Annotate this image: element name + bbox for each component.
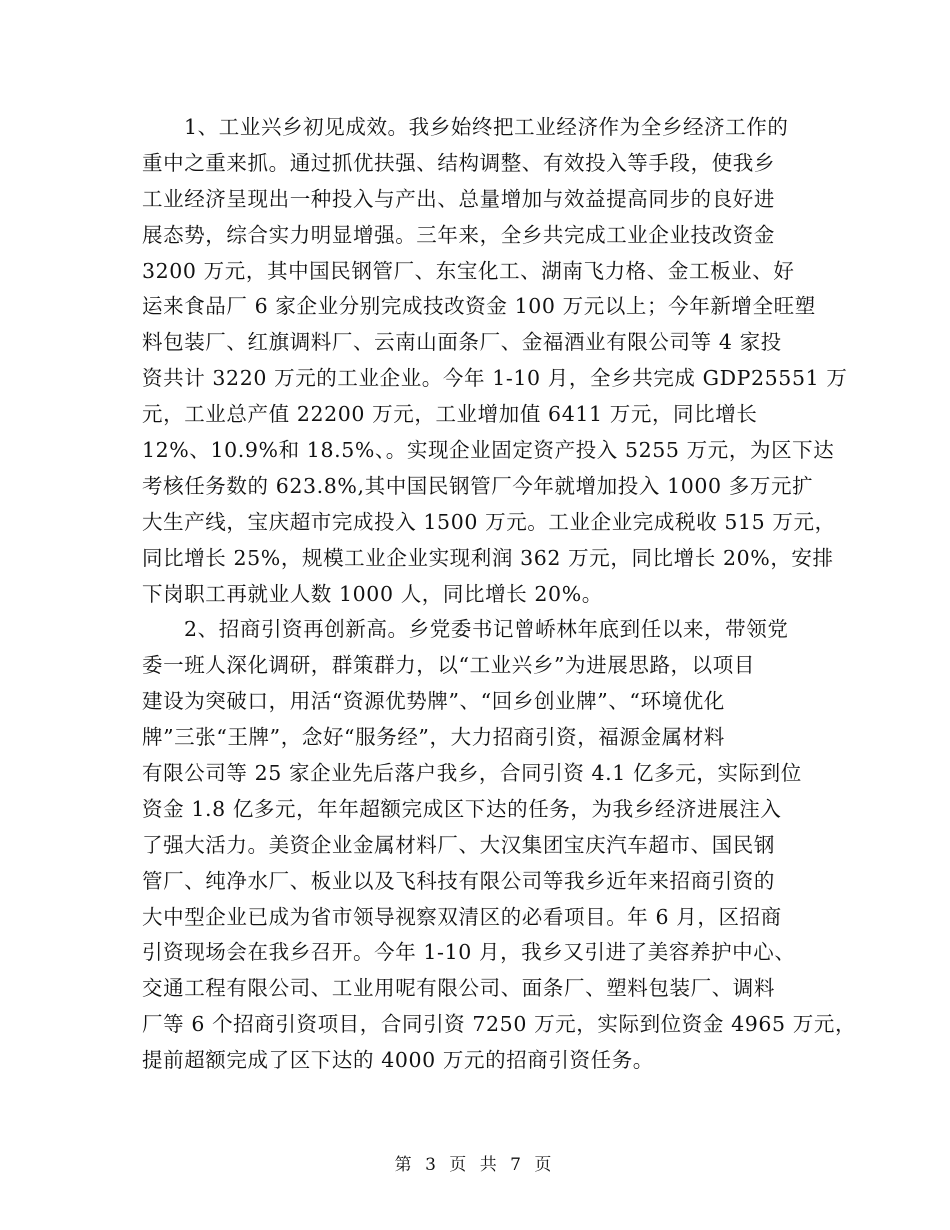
paragraph-industry [142,110,848,612]
text-line: 展态势，综合实力明显增强。三年来，全乡共完成工业企业技改资金 [142,222,775,247]
text-line: 12%、10.9%和 18.5%、。实现企业固定资产投入 5255 万元，为区下达 [142,438,835,463]
text-line: 资共计 3220 万元的工业企业。今年 1-10 月，全乡共完成 GDP25551 万 [142,366,848,391]
text-line: 元，工业总产值 22200 万元，工业增加值 6411 万元，同比增长 [142,402,758,427]
text-line: 3200 万元，其中国民钢管厂、东宝化工、湖南飞力格、金工板业、好 [142,258,795,283]
text-line: 重中之重来抓。通过抓优扶强、结构调整、有效投入等手段，使我乡 [142,150,775,175]
text-line: 管厂、纯净水厂、板业以及飞科技有限公司等我乡近年来招商引资的 [142,868,775,893]
text-line: 工业经济呈现出一种投入与产出、总量增加与效益提高同步的良好进 [142,186,775,211]
text-line: 考核任务数的 623.8%,其中国民钢管厂今年就增加投入 1000 多万元扩 [142,473,814,498]
text-line: 建设为突破口，用活“资源优势牌”、“回乡创业牌”、“环境优化 [142,689,725,714]
text-line: 料包装厂、红旗调料厂、云南山面条厂、金福酒业有限公司等 4 家投 [142,330,782,355]
text-line: 大中型企业已成为省市领导视察双清区的必看项目。年 6 月，区招商 [142,904,782,929]
text-line: 2、招商引资再创新高。乡党委书记曾峤林年底到任以来，带领党 [184,617,789,642]
text-line: 1、工业兴乡初见成效。我乡始终把工业经济作为全乡经济工作的 [184,115,789,139]
text-line: 大生产线，宝庆超市完成投入 1500 万元。工业企业完成税收 515 万元， [142,509,836,534]
text-line: 有限公司等 25 家企业先后落户我乡，合同引资 4.1 亿多元，实际到位 [142,761,802,786]
text-line: 牌”三张“王牌”，念好“服务经”，大力招商引资，福源金属材料 [142,725,725,750]
page-number-footer: 第 3 页 共 7 页 [394,1155,556,1175]
text-line: 资金 1.8 亿多元，年年超额完成区下达的任务，为我乡经济进展注入 [142,796,782,821]
document-body [142,110,857,1079]
text-line: 提前超额完成了区下达的 4000 万元的招商引资任务。 [142,1048,654,1073]
text-line: 运来食品厂 6 家企业分别完成技改资金 100 万元以上；今年新增全旺塑 [142,294,816,319]
paragraph-investment [142,612,857,1079]
text-line: 委一班人深化调研，群策群力，以“工业兴乡”为进展思路，以项目 [142,653,755,678]
text-line: 同比增长 25%，规模工业企业实现利润 362 万元，同比增长 20%，安排 [142,545,834,570]
text-line: 了强大活力。美资企业金属材料厂、大汉集团宝庆汽车超市、国民钢 [142,832,775,857]
text-line: 下岗职工再就业人数 1000 人，同比增长 20%。 [142,581,603,606]
text-line: 厂等 6 个招商引资项目，合同引资 7250 万元，实际到位资金 4965 万元， [142,1012,857,1037]
text-line: 交通工程有限公司、工业用呢有限公司、面条厂、塑料包装厂、调料 [142,976,775,1001]
text-line: 引资现场会在我乡召开。今年 1-10 月，我乡又引进了美容养护中心、 [142,940,796,965]
